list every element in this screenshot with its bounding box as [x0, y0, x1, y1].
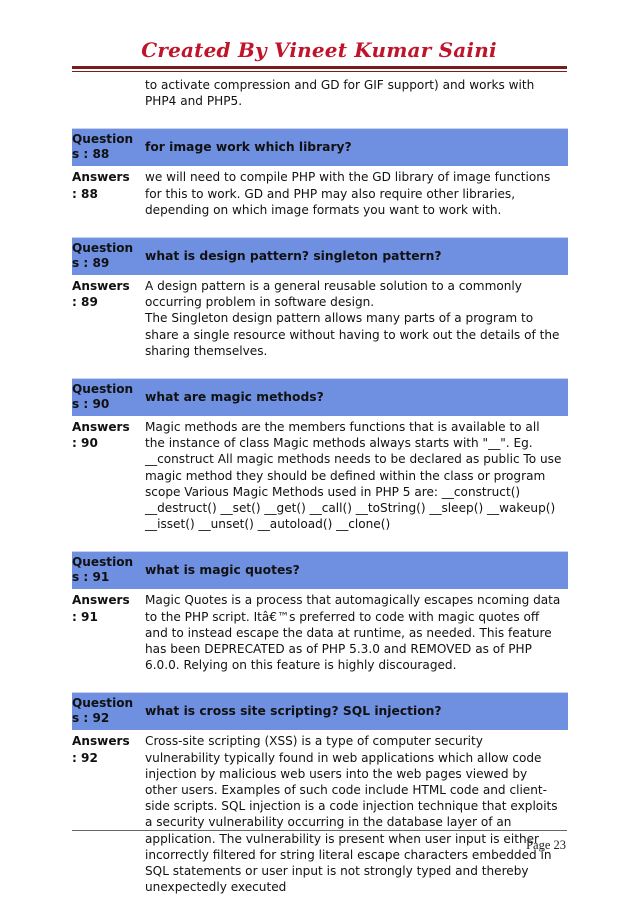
question-row: [72, 551, 568, 589]
question-label: [72, 382, 145, 412]
answer-text: [145, 278, 568, 359]
question-row: [72, 128, 568, 166]
page-number: Page 23: [526, 838, 566, 852]
page-content: [72, 77, 568, 896]
answer-label: [72, 419, 145, 532]
footer-rule: [72, 830, 567, 831]
answer-text: [145, 419, 568, 532]
question-label-line-2: s : 89: [72, 256, 110, 271]
question-text: what is cross site scripting? SQL injection?: [145, 704, 442, 719]
header-rule-thick: [72, 66, 567, 69]
question-label-line-1: Question: [72, 132, 134, 147]
question-label: [72, 555, 145, 585]
question-label: [72, 696, 145, 726]
question-row: [72, 378, 568, 416]
answer-text: [145, 733, 568, 895]
answer-label: [72, 169, 145, 218]
question-row: [72, 237, 568, 275]
answer-label-line-1: Answers: [72, 279, 130, 294]
question-label-line-2: s : 92: [72, 711, 110, 726]
answer-label: [72, 733, 145, 895]
answer-label-line-2: : 90: [72, 436, 98, 451]
answer-label-line-2: : 89: [72, 295, 98, 310]
answer-label-line-1: Answers: [72, 170, 130, 185]
answer-label: [72, 592, 145, 673]
answer-text: [145, 592, 568, 673]
answer-row: [72, 275, 568, 359]
answer-paragraph: A design pattern is a general reusable solution to a commonly occurring problem in software design.: [145, 279, 522, 310]
answer-row: [72, 416, 568, 532]
answer-label-line-1: Answers: [72, 593, 130, 608]
question-text: what is design pattern? singleton pattern?: [145, 248, 442, 263]
question-text: for image work which library?: [145, 140, 352, 155]
header-rule-thin: [72, 71, 567, 72]
question-label-line-2: s : 88: [72, 147, 110, 162]
question-label-line-1: Question: [72, 241, 134, 256]
answer-label-line-2: : 92: [72, 750, 98, 765]
answer-label-line-2: : 91: [72, 609, 98, 624]
question-label-line-2: s : 91: [72, 570, 110, 585]
answer-row: [72, 166, 568, 218]
page-header-title: Created By Vineet Kumar Saini: [141, 38, 497, 62]
answer-label-line-1: Answers: [72, 420, 130, 435]
question-label-line-1: Question: [72, 696, 134, 711]
question-label-line-1: Question: [72, 555, 134, 570]
answer-label-line-1: Answers: [72, 734, 130, 749]
answer-row: [72, 589, 568, 673]
answer-paragraph: Cross-site scripting (XSS) is a type of computer security vulnerability typically found in web applications which allow code injection by malicious web users into the web pages viewed by other users. Examples of such code include HTML code and client-side scripts. SQL injection is a code injection technique that exploits a security vulnerability occurring in the database layer of an application. The vulnerability is present when user input is either incorrectly filtered for string literal escape characters embedded in SQL statements or user input is not strongly typed and thereby unexpectedly executed: [145, 734, 558, 895]
answer-label: [72, 278, 145, 359]
question-label: [72, 241, 145, 271]
continuation-text: to activate compression and GD for GIF support) and works with PHP4 and PHP5.: [145, 78, 535, 109]
question-text: what is magic quotes?: [145, 563, 300, 578]
question-label-line-2: s : 90: [72, 397, 110, 412]
answer-paragraph: The Singleton design pattern allows many parts of a program to share a single resource without having to work out the details of the sharing themselves.: [145, 311, 560, 358]
question-label-line-1: Question: [72, 382, 134, 397]
answer-paragraph: Magic Quotes is a process that automagically escapes ncoming data to the PHP script. Itâ€™s preferred to code with magic quotes off and to instead escape the data at runtime, as needed. This feature has been DEPRECATED as of PHP 5.3.0 and REMOVED as of PHP 6.0.0. Relying on this feature is highly discouraged.: [145, 593, 561, 673]
answer-text: [145, 169, 568, 218]
answer-row: [72, 730, 568, 895]
answer-paragraph: Magic methods are the members functions that is available to all the instance of class Magic methods always starts with "__". Eg. __construct All magic methods needs to be declared as public To use magic method they should be defined within the class or program scope Various Magic Methods used in PHP 5 are: __construct() __destruct() __set() __get() __call() __toString() __sleep() __wakeup() __isset() __unset() __autoload() __clone(): [145, 420, 562, 532]
question-row: [72, 692, 568, 730]
answer-label-line-2: : 88: [72, 186, 98, 201]
question-label: [72, 132, 145, 162]
question-text: what are magic methods?: [145, 389, 324, 404]
answer-paragraph: we will need to compile PHP with the GD library of image functions for this to work. GD and PHP may also require other libraries, depending on which image formats you want to work with.: [145, 170, 551, 217]
